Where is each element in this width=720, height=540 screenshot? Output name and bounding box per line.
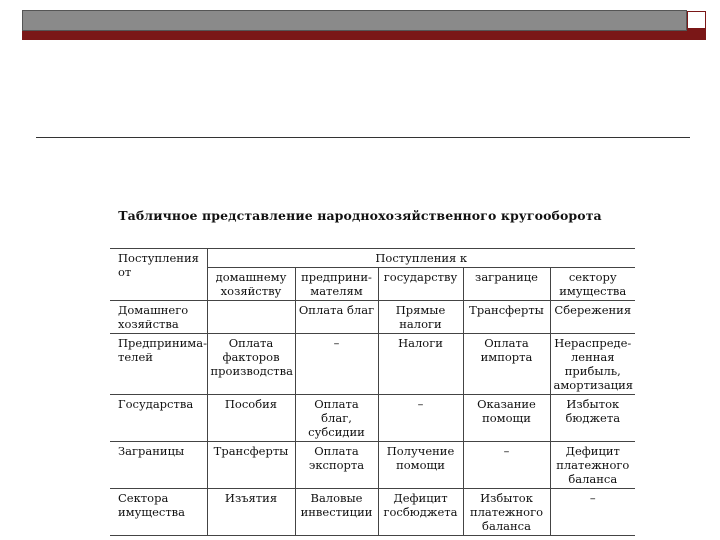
table-cell: Оплата экспорта [295, 442, 378, 489]
table-row [110, 489, 635, 536]
table-cell [207, 301, 295, 334]
column-header: загранице [463, 268, 550, 301]
table-cell: – [378, 395, 463, 442]
table-cell: Нераспреде-ленная прибыль, амортизация [550, 334, 635, 395]
table-cell: Получение помощи [378, 442, 463, 489]
column-header: предприни-мателям [295, 268, 378, 301]
table-cell: Избыток платежного баланса [463, 489, 550, 536]
title-divider [36, 137, 690, 138]
circular-flow-table [110, 248, 635, 536]
row-header: Предпринима-телей [110, 334, 207, 395]
table-cell: Оплата импорта [463, 334, 550, 395]
table-cell: – [463, 442, 550, 489]
row-header: Домашнего хозяйства [110, 301, 207, 334]
table-cell: Избыток бюджета [550, 395, 635, 442]
column-header: домашнему хозяйству [207, 268, 295, 301]
row-header: Сектора имущества [110, 489, 207, 536]
table-cell: Оплата благ, субсидии [295, 395, 378, 442]
table-cell: Налоги [378, 334, 463, 395]
row-header: Государства [110, 395, 207, 442]
table-row [110, 395, 635, 442]
table-row [110, 301, 635, 334]
table-cell: Прямые налоги [378, 301, 463, 334]
table-caption: Табличное представление народнохозяйственного кругооборота [118, 208, 602, 223]
table-cell: – [550, 489, 635, 536]
table-cell: Трансферты [207, 442, 295, 489]
table-cell: Трансферты [463, 301, 550, 334]
table-cell: Оплата факторов производства [207, 334, 295, 395]
table-cell: – [295, 334, 378, 395]
table-cell: Пособия [207, 395, 295, 442]
table-cell: Валовые инвестиции [295, 489, 378, 536]
slide-header-accent [22, 31, 687, 40]
slide-corner-accent [687, 29, 706, 40]
table-cell: Оплата благ [295, 301, 378, 334]
table-row [110, 442, 635, 489]
table-cell: Дефицит платежного баланса [550, 442, 635, 489]
column-header: сектору имущества [550, 268, 635, 301]
table-cell: Оказание помощи [463, 395, 550, 442]
slide-header-bar [22, 10, 687, 31]
group-header: Поступления к [207, 249, 635, 268]
row-header: Заграницы [110, 442, 207, 489]
column-header: государству [378, 268, 463, 301]
table-row [110, 334, 635, 395]
table-cell: Изъятия [207, 489, 295, 536]
slide-corner-box [687, 11, 706, 29]
corner-header: Поступления от [110, 249, 207, 301]
table-cell: Сбережения [550, 301, 635, 334]
table-cell: Дефицит госбюджета [378, 489, 463, 536]
